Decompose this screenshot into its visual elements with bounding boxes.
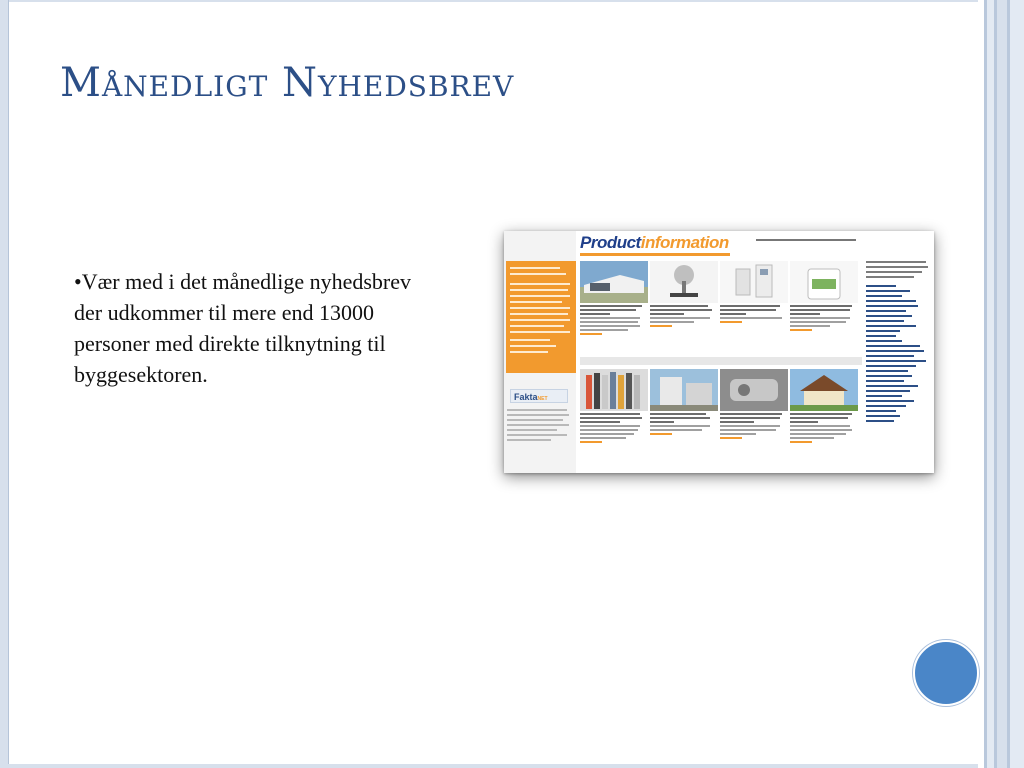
decorative-circle	[913, 640, 979, 706]
product-photo-tubes	[580, 369, 648, 411]
product-caption	[650, 305, 718, 329]
newsletter-orange-box	[506, 261, 576, 373]
product-photo-villa	[790, 369, 858, 411]
product-photo-motor	[720, 369, 788, 411]
product-caption	[720, 413, 788, 441]
product-photo-building	[650, 369, 718, 411]
productinformation-logo: Productinformation	[580, 233, 729, 252]
bullet-text: •Vær med i det månedlige nyhedsbrev der udkommer til mere end 13000 personer med direkte tilknytning til byggesektoren.	[74, 269, 412, 387]
category-list	[866, 261, 930, 425]
product-caption	[580, 305, 648, 337]
slide-frame-left	[0, 0, 9, 768]
slide-frame-top	[0, 0, 1024, 2]
product-caption	[580, 413, 648, 445]
brand-underline	[580, 253, 730, 256]
faktanet-logo: FaktaNET	[510, 389, 568, 403]
product-caption	[790, 413, 858, 445]
product-photo-house	[580, 261, 648, 303]
row-separator	[580, 357, 862, 365]
slide-frame-bottom	[0, 764, 1024, 768]
slide-frame-right	[978, 0, 1024, 768]
product-caption	[790, 305, 858, 333]
product-caption	[650, 413, 718, 437]
newsletter-image	[504, 231, 934, 473]
product-photo-intercom	[720, 261, 788, 303]
slide-title: Månedligt Nyhedsbrev	[60, 60, 515, 106]
product-photo-lamp	[650, 261, 718, 303]
product-photo-bucket	[790, 261, 858, 303]
product-caption	[720, 305, 788, 325]
newsletter-header-line	[756, 237, 856, 243]
